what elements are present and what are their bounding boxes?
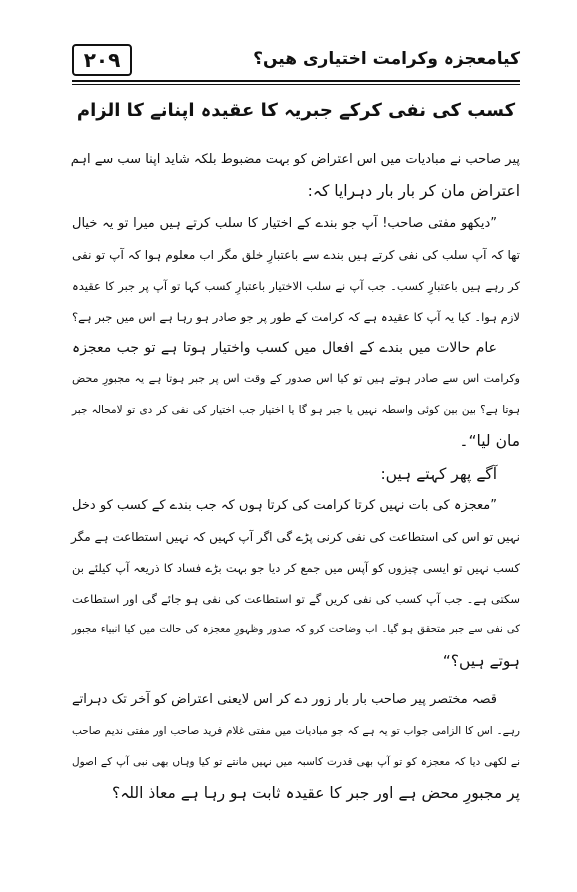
header-rule [72,80,520,82]
quote-line: تھا کہ آپ سلب کی نفی کرتے ہیں بندے سے باعتبارِ خلق مگر اب معلوم ہوا کہ آپ تو نفی [72,248,520,262]
body-line: پیر صاحب نے مبادیات میں اس اعتراض کو بہت مضبوط بلکہ شاید اپنا سب سے اہم [70,152,520,167]
quote-line: ”دیکھو مفتی صاحب! آپ جو بندے کے اختیار کا سلب کرتے ہیں میرا تو یہ خیال [72,216,497,231]
body-line: قصہ مختصر پیر صاحب بار بار زور دے کر اس لایعنی اعتراض کو آخر تک دہراتے [72,692,497,707]
quote-line: وکرامت اس سے صادر ہوتے ہیں تو کیا اس صدور کے وقت اس پر جبر ہوتا ہے یہ مجبورِ محض [72,372,520,385]
quote-line: کر رہے ہیں باعتبارِ کسب۔ جب آپ نے سلب الاختیار باعتبارِ کسب کہا تو آپ پر جبر کا عقیدہ [72,279,520,293]
quote-line: سکتی ہے۔ جب آپ کسب کی نفی کریں گے تو استطاعت کی نفی ہو جائے گی اور استطاعت [72,592,520,606]
body-line: اعتراض مان کر بار بار دہرایا کہ: [307,182,520,200]
body-line: آگے پھر کہتے ہیں: [380,465,497,483]
quote-line: نہیں تو اس کی استطاعت کی نفی کرنی پڑے گی اگر آپ کہیں کہ نہیں استطاعت ہے مگر [70,530,520,544]
body-line: پر مجبورِ محض ہے اور جبر کا عقیدہ ثابت ہو رہا ہے معاذ اللہ؟ [111,784,520,802]
section-heading: کسب کی نفی کرکے جبریہ کا عقیدہ اپنانے کا الزام [76,100,516,121]
running-title: کیامعجزہ وکرامت اختیاری ھیں؟ [253,49,520,69]
body-line: رہے۔ اس کا الزامی جواب تو یہ ہے کہ جو مبادیات میں مفتی غلام فرید صاحب اور مفتی ندیم صاحب [72,725,520,737]
page-number-box [72,44,132,76]
quote-line: عام حالات میں بندے کے افعال میں کسب واختیار ہوتا ہے تو جب معجزہ [72,340,497,356]
page-number: ۲۰۹ [83,48,121,72]
quote-line: ”معجزہ کی بات نہیں کرتا کرامت کی کرتا ہوں کہ جب بندے کے کسب کو دخل [72,498,497,513]
quote-line: ہوتا ہے؟ بین بین کوئی واسطہ نہیں یا جبر ہو گا یا اختیار جب اختیار کی نفی کر دی تو لامحالہ جبر [72,404,520,416]
quote-line: کسب نہیں تو ایسی چیزوں کو آپس میں جمع کر دیا جو بہت بڑے فساد کا ذریعہ آپ کیلئے بن [72,561,520,575]
quote-line: ہوتے ہیں؟“ [442,652,520,670]
quote-line: لازم ہوا۔ کیا یہ آپ کا عقیدہ ہے کہ کرامت کے طور پر جو صادر ہو رہا ہے اس میں جبر ہے؟ [72,310,520,324]
body-line: نے لکھی دیا کہ معجزہ کو تو آپ بھی قدرت کاسبہ میں نہیں مانتے تو کیا وہاں بھی نبی آپ کے اصول [72,756,520,768]
header-rule-thin [72,84,520,85]
quote-line: کی نفی سے جبر متحقق ہو گیا۔ اب وضاحت کرو کہ صدور وظہورِ معجزہ کی حالت میں کیا انبیاء مجبور [72,624,520,635]
quote-line: مان لیا“۔ [459,432,520,450]
